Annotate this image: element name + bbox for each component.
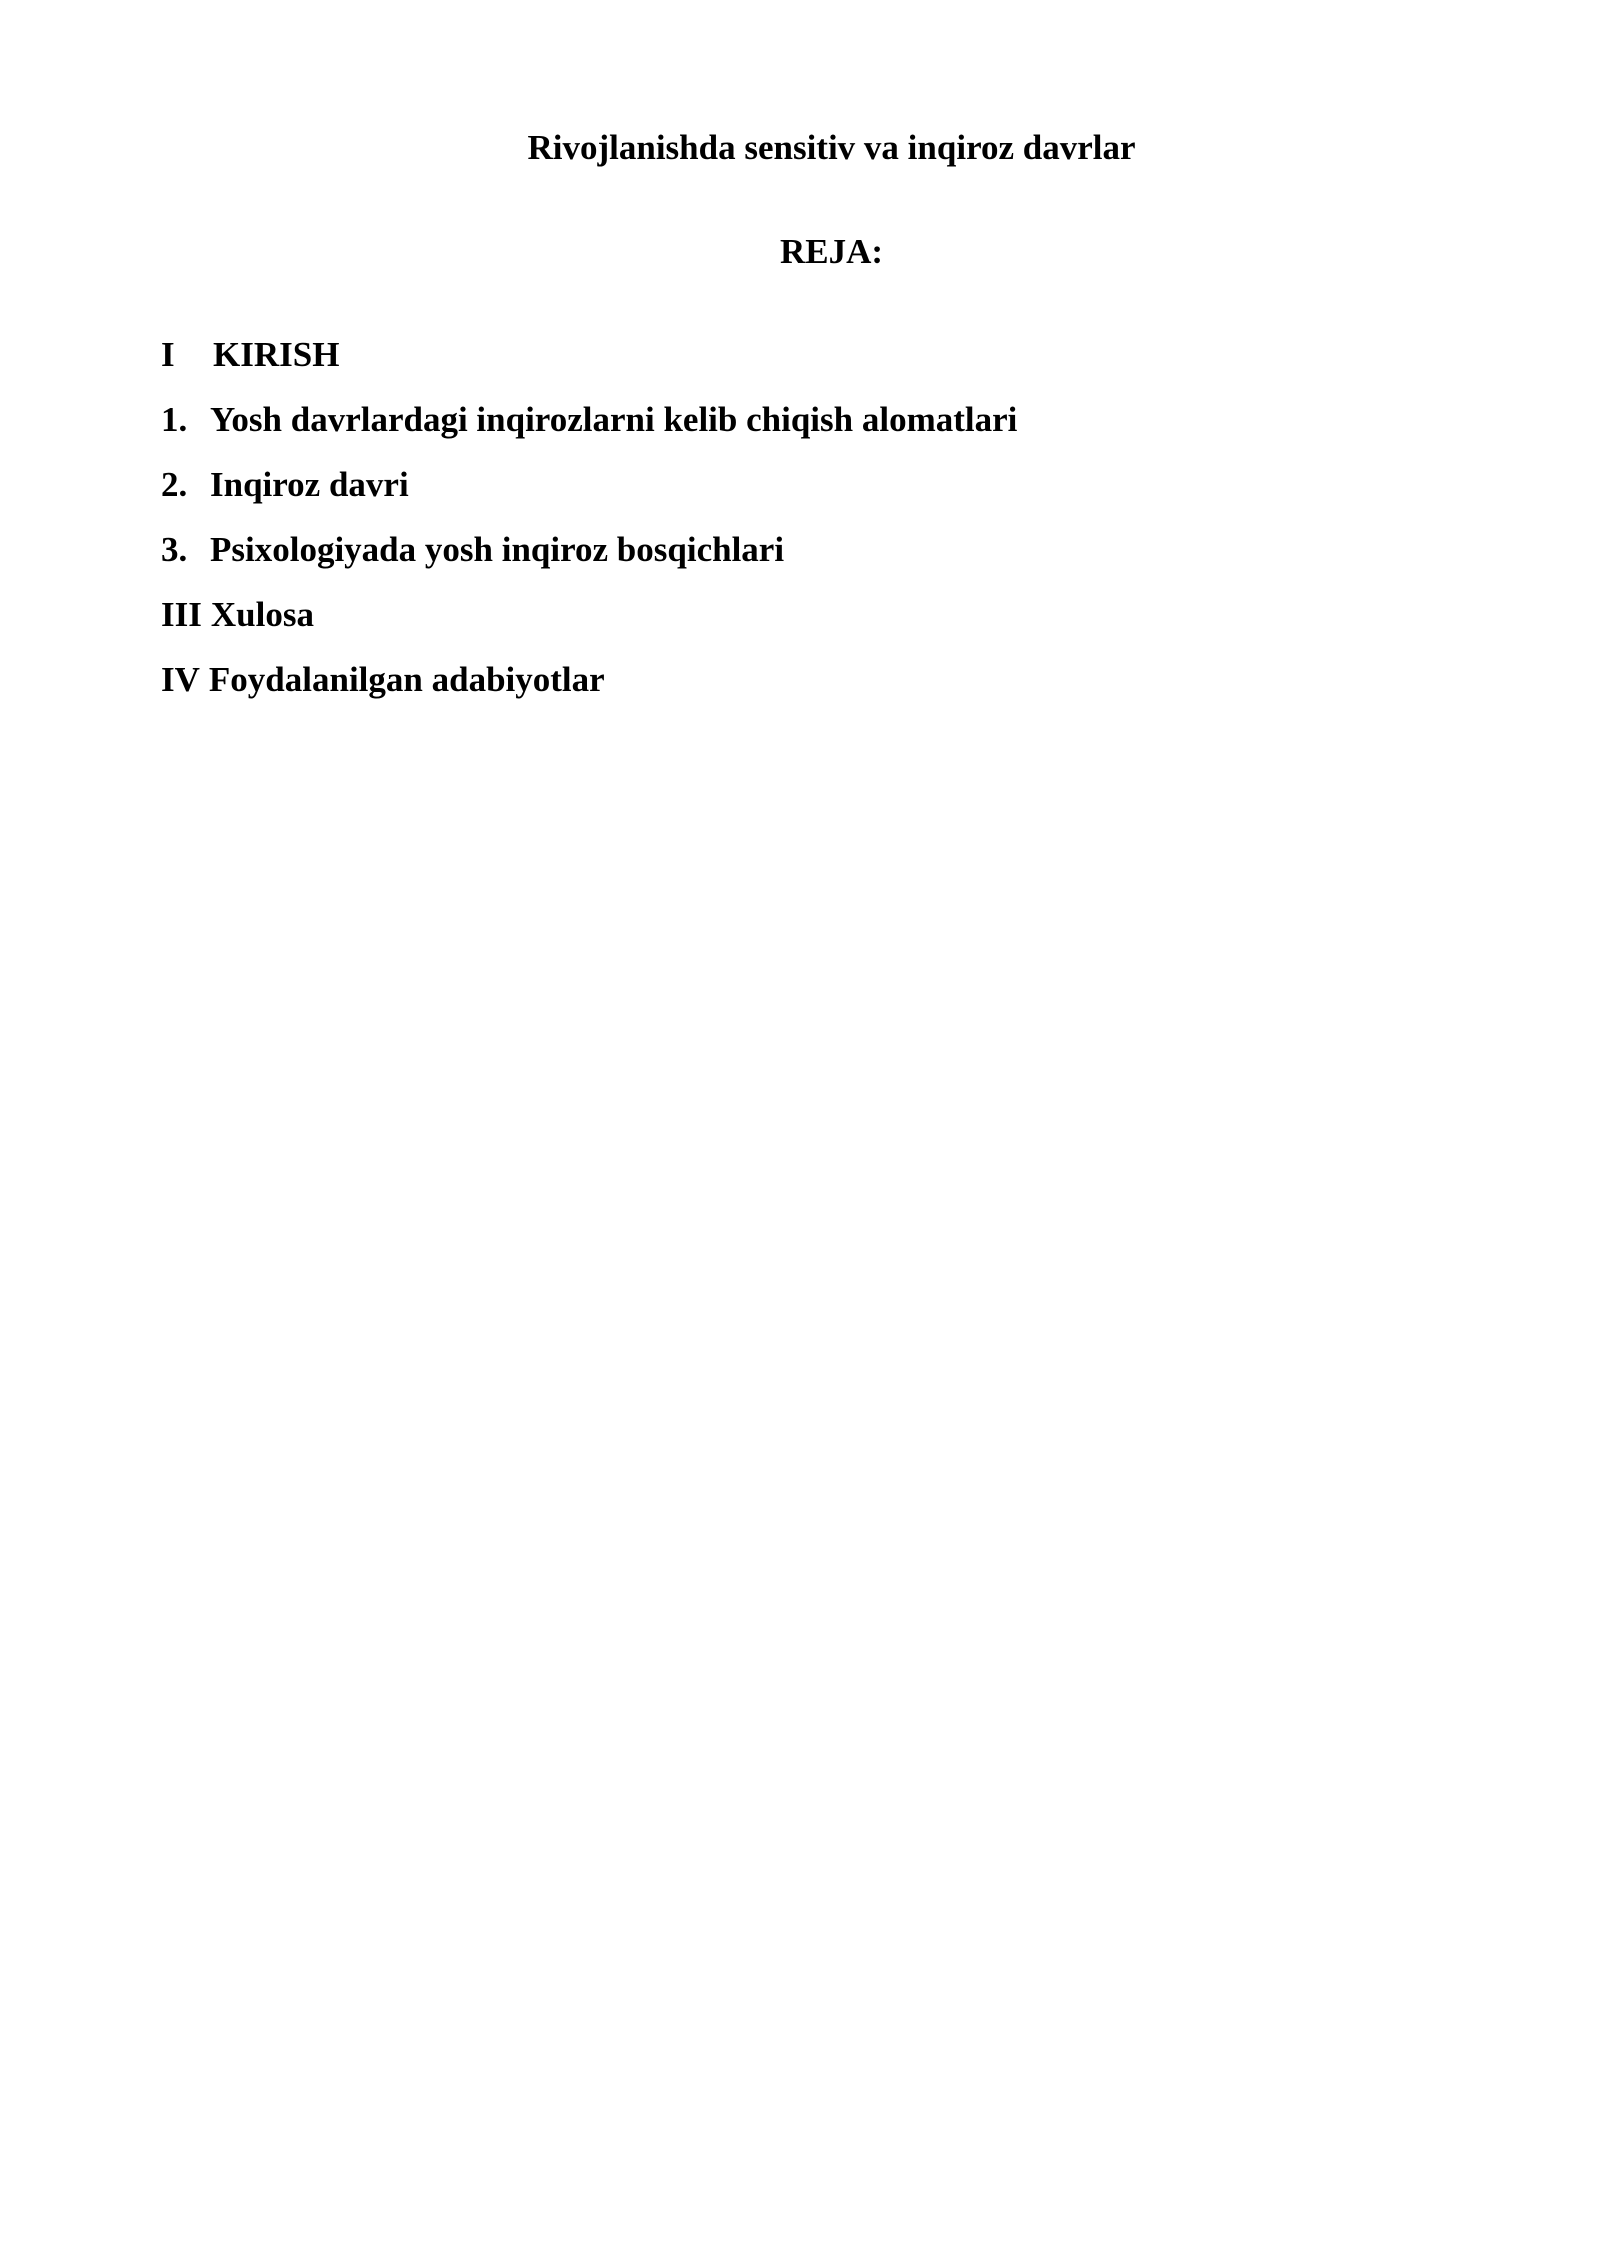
plan-item-text: Inqiroz davri bbox=[210, 465, 409, 504]
plan-item-number: III bbox=[161, 595, 202, 634]
plan-item bbox=[161, 396, 1017, 444]
plan-item-text: Psixologiyada yosh inqiroz bosqichlari bbox=[210, 530, 785, 569]
plan-item bbox=[161, 331, 1017, 379]
plan-item bbox=[161, 591, 1017, 639]
document-title: Rivojlanishda sensitiv va inqiroz davrlar bbox=[527, 128, 1136, 167]
plan-item bbox=[161, 526, 1017, 574]
plan-item-text: Yosh davrlardagi inqirozlarni kelib chiqish alomatlari bbox=[210, 400, 1018, 439]
plan-heading: REJA: bbox=[779, 232, 884, 271]
plan-item-number: 1. bbox=[161, 400, 188, 439]
plan-item-number: IV bbox=[161, 660, 200, 699]
plan-item-text: KIRISH bbox=[213, 335, 340, 374]
plan-item-number: 3. bbox=[161, 530, 188, 569]
plan-item bbox=[161, 461, 1017, 509]
plan-item-number: 2. bbox=[161, 465, 188, 504]
plan-item-text: Foydalanilgan adabiyotlar bbox=[208, 660, 605, 699]
plan-list bbox=[161, 331, 1017, 721]
plan-item-text: Xulosa bbox=[210, 595, 314, 634]
plan-item bbox=[161, 656, 1017, 704]
plan-item-number: I bbox=[161, 335, 175, 374]
